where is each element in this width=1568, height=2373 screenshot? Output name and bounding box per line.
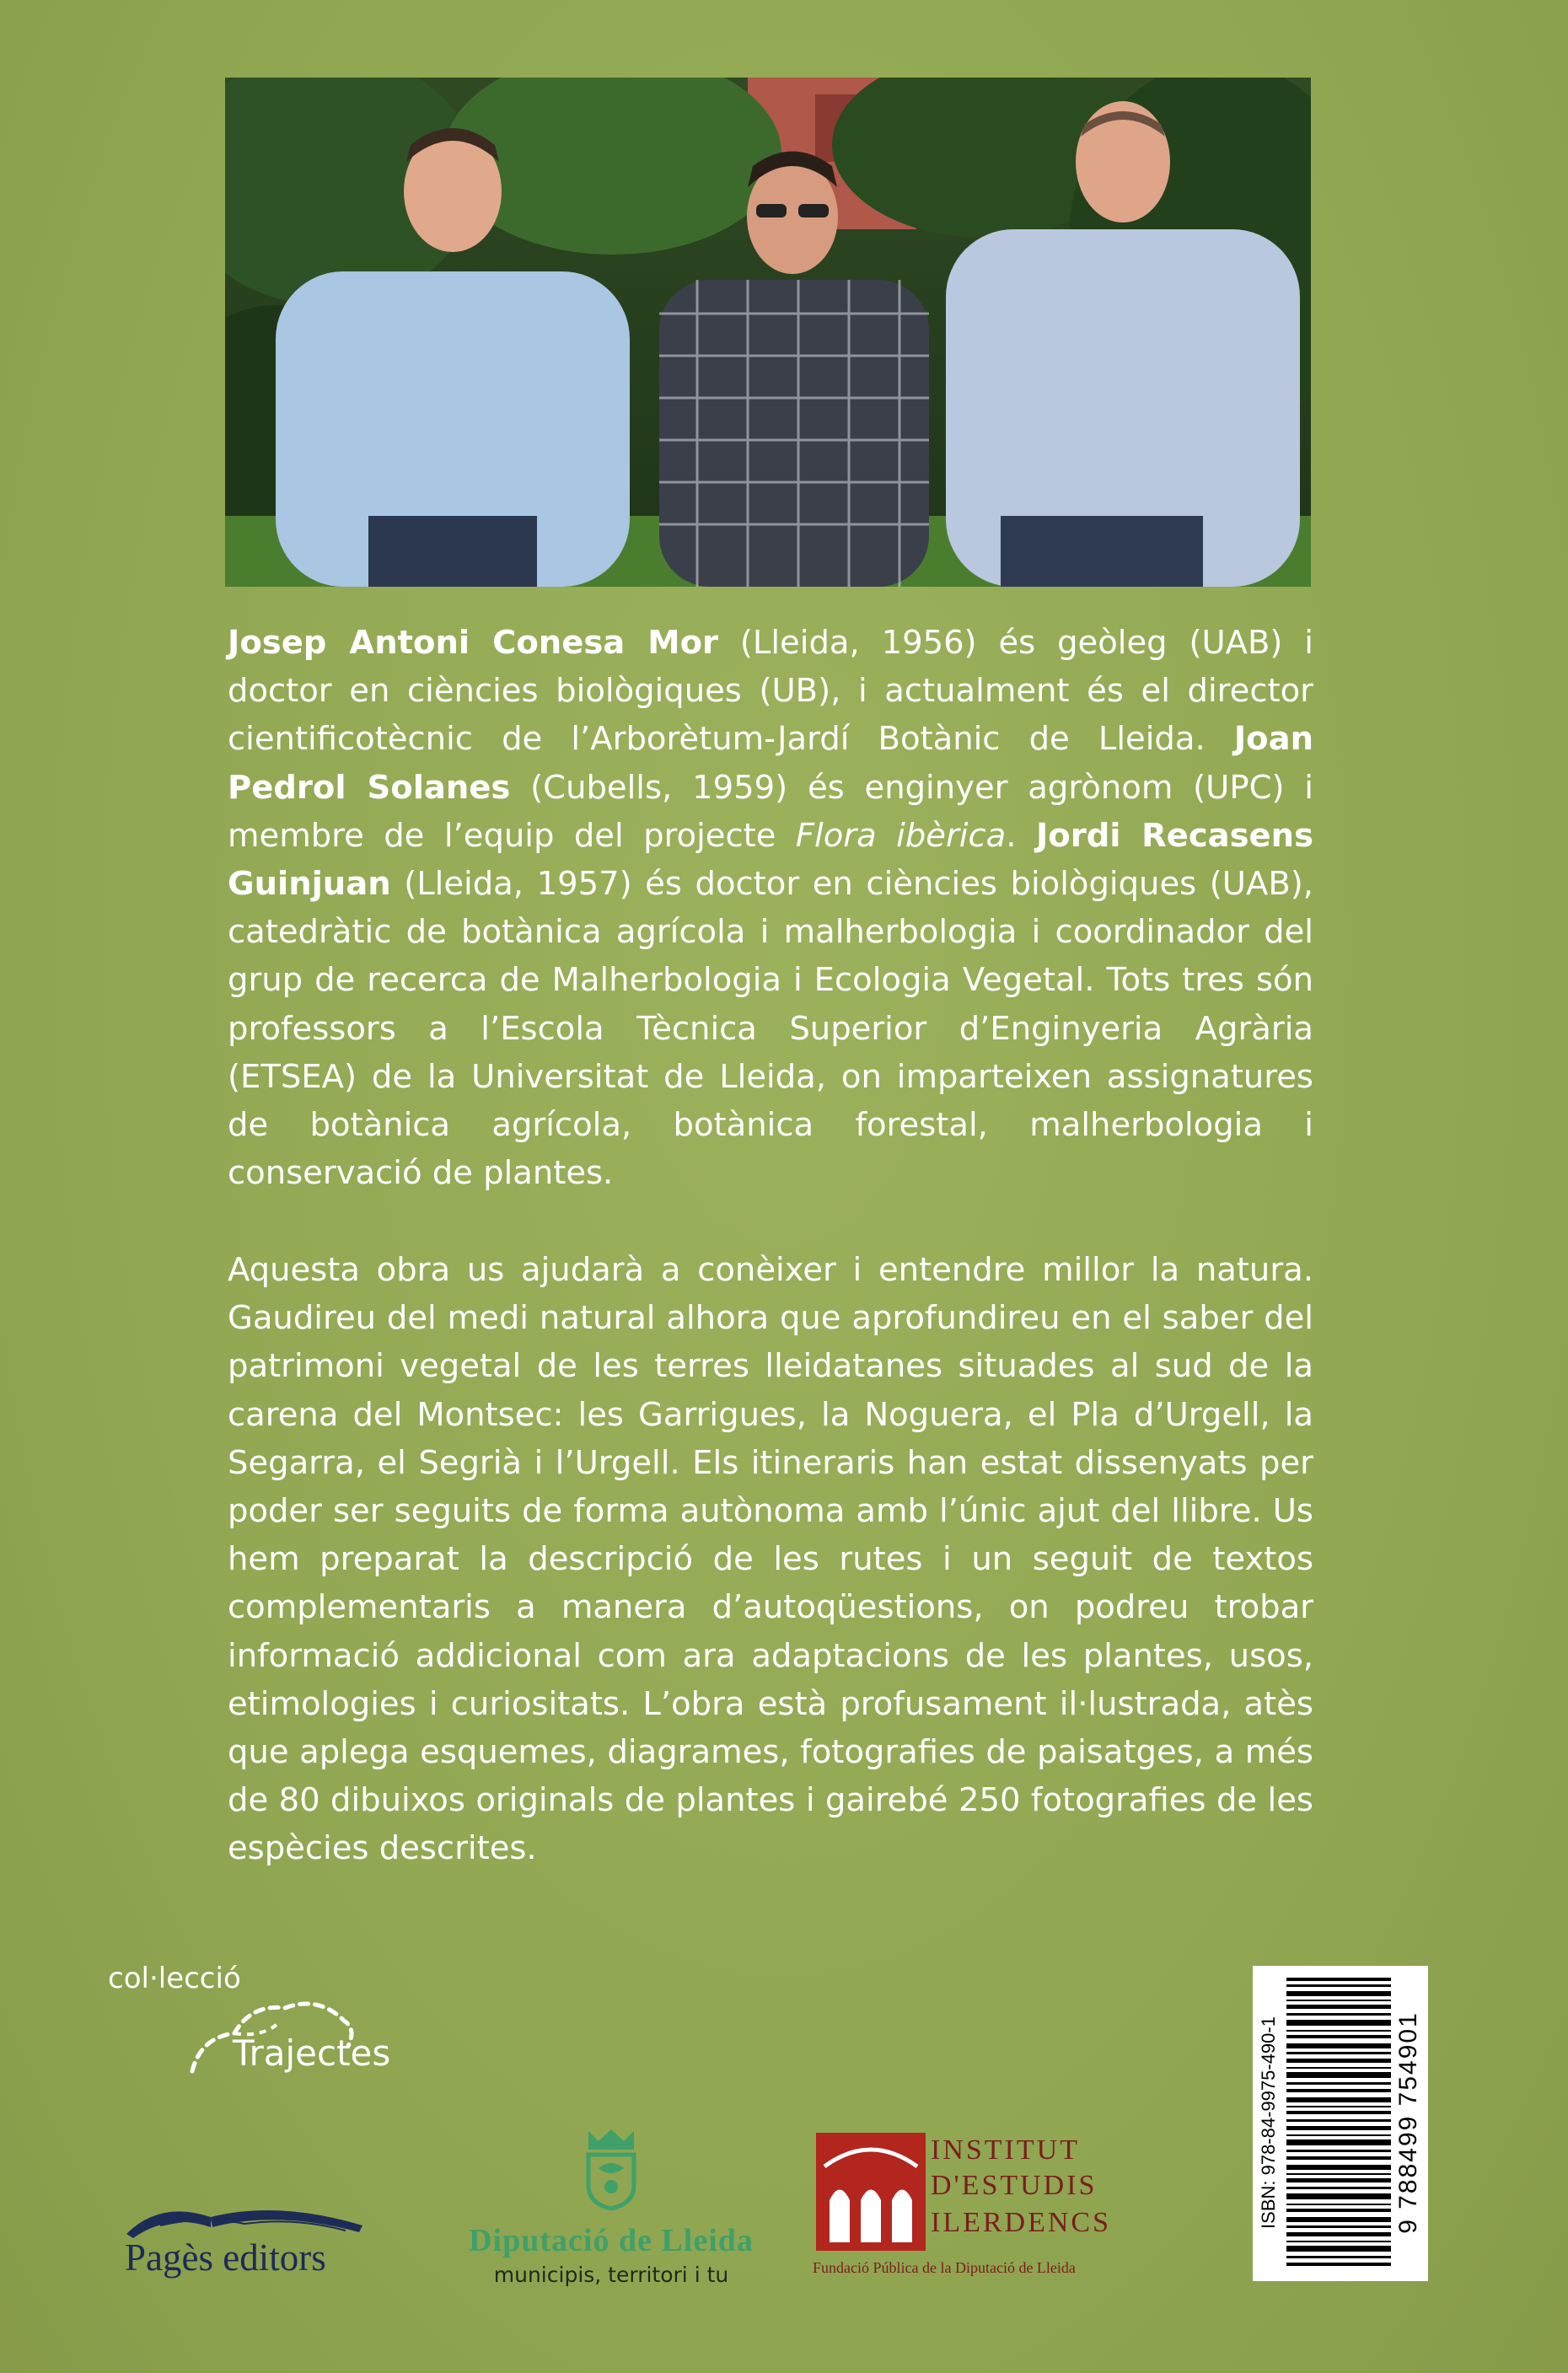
gothic-arches-icon	[816, 2133, 926, 2251]
diputacio-name: Diputació de Lleida	[469, 2223, 754, 2258]
book-summary: Aquesta obra us ajudarà a conèixer i entendre millor la natura. Gaudireu del medi natural alhora que aprofundireu en el saber del patrimoni vegetal de les terres lleidatanes situades al sud de la carena del Montsec: les Garrigues, la Noguera, el Pla d’Urgell, la Segarra, el Segrià i l’Urgell. Els itineraris han estat dissenyats per poder ser seguits de forma autònoma amb l’únic ajut del llibre. Us hem preparat la descripció de les rutes i un seguit de textos complementaris a manera d’autoqüestions, on podreu trobar informació addicional com ara adaptacions de les plantes, usos, etimologies i curiositats. L’obra està profusament il·lustrada, atès que aplega esquemes, diagrames, fotografies de paisatges, a més de 80 dibuixos originals de plantes i gairebé 250 fotografies de les espècies descrites.	[228, 1251, 1313, 1868]
author-biographies	[228, 619, 1313, 1197]
iei-line-3: ILERDENCS	[931, 2207, 1111, 2238]
collection-label: col·lecció	[108, 1962, 241, 1995]
author3-name: Jordi Recasens Guinjuan	[228, 816, 1313, 904]
open-book-icon	[110, 2192, 379, 2242]
author1-name: Josep Antoni Conesa Mor	[228, 624, 719, 662]
pages-editors-logo	[110, 2192, 379, 2293]
author2-name: Joan Pedrol Solanes	[228, 720, 1313, 807]
iei-logo	[813, 2133, 1111, 2293]
author3-text: (Lleida, 1957) és doctor en ciències biològiques (UAB), catedràtic de botànica agrícola i malherbologia i coordinador del grup de recerca de Malherbologia i Ecologia Vegetal. Tots tres són professors a l’Escola Tècnica Superior d’Enginyeria Agrària (ETSEA) de la Universitat de Lleida, on imparteixen assignatures de botànica agrícola, botànica forestal, malherbologia i conservació de plantes.	[228, 865, 1313, 1193]
iei-line-1: INSTITUT	[931, 2134, 1080, 2166]
project-title: Flora ibèrica	[795, 816, 1007, 855]
diputacio-lleida-logo	[438, 2126, 784, 2295]
collection-logo	[108, 1962, 445, 2080]
coat-of-arms-icon	[582, 2126, 641, 2210]
iei-line-2: D'ESTUDIS	[931, 2170, 1098, 2201]
pages-editors-name: Pagès editors	[125, 2236, 326, 2279]
after-project-text: .	[1006, 816, 1036, 855]
collection-name: Trajectes	[233, 2032, 391, 2074]
isbn-text: ISBN: 978-84-9975-490-1	[1258, 2016, 1279, 2229]
diputacio-tagline: municipis, territori i tu	[493, 2263, 729, 2287]
barcode-bars-icon	[1286, 1978, 1391, 2269]
isbn-barcode	[1253, 1966, 1428, 2281]
barcode-digits: 9 788499 754901	[1394, 2011, 1422, 2234]
author1-text: (Lleida, 1956) és geòleg (UAB) i doctor en ciències biològiques (UB), i actualment és el director cientificotècnic de l’Arborètum-Jardí Botànic de Lleida.	[228, 624, 1313, 759]
iei-foundation-line: Fundació Pública de la Diputació de Lleida	[813, 2259, 1076, 2276]
author2-text: (Cubells, 1959) és enginyer agrònom (UPC) i membre de l’equip del projecte	[228, 768, 1314, 855]
authors-photo	[225, 78, 1311, 587]
